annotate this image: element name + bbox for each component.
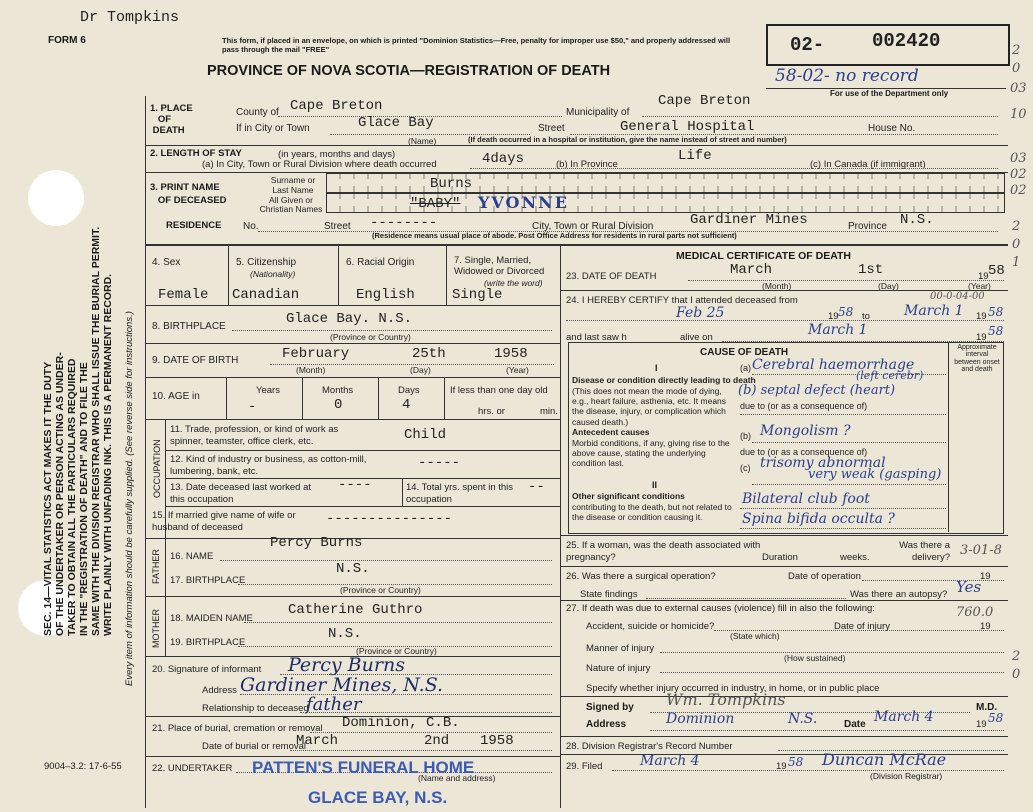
rule-3 (145, 244, 1008, 246)
father-birthplace: N.S. (336, 561, 370, 577)
stay-line (470, 168, 998, 169)
dob-month-sub: (Month) (296, 365, 326, 375)
stay-a: (a) In City, Town or Rural Division where death occurred (202, 159, 437, 170)
stamp-location: GLACE BAY, N.S. (308, 788, 448, 807)
origin-label: 6. Racial Origin (346, 257, 415, 268)
addr-line (240, 694, 552, 695)
name-sub: (Name) (408, 136, 437, 146)
delivery-code: 3-01-8 (960, 543, 1002, 558)
med-rule-3 (560, 566, 1008, 567)
death-day: 1st (858, 262, 884, 278)
given-value: YVONNE (478, 193, 569, 212)
months-label: Months (322, 385, 354, 396)
attend-to: to (862, 311, 870, 322)
dept-note: For use of the Department only (830, 89, 949, 98)
cause-b-line (752, 442, 946, 443)
q26-label: 26. Was there a surgical operation? (566, 571, 716, 582)
a-label: (a) (740, 363, 751, 373)
q20-label: 20. Signature of informant (152, 664, 262, 675)
other-line-1 (740, 508, 946, 509)
stay-label: 2. LENGTH OF STAY (150, 148, 242, 159)
margin-code-10: 1 (1012, 255, 1021, 270)
dob-label: 9. DATE OF BIRTH (152, 355, 239, 366)
rule-7 (145, 419, 560, 420)
street-label: Street (538, 123, 565, 134)
stay-c: (c) In Canada (if immigrant) (810, 159, 926, 170)
informant-address: Gardiner Mines, N.S. (240, 674, 444, 696)
surname-label: Surname or Last Name (270, 175, 316, 195)
other-1: Bilateral club foot (742, 491, 870, 507)
cause-a: Cerebral haemorrhage (752, 357, 915, 373)
father-bp-sub: (Province or Country) (340, 585, 421, 595)
min-label: min. (540, 406, 558, 417)
street-value: General Hospital (620, 119, 755, 135)
side-line-4: IN THE "REGISTRATION OF DEATH" AND TO FILE THE (78, 362, 90, 636)
medical-title: MEDICAL CERTIFICATE OF DEATH (676, 250, 851, 262)
q21-label: 21. Place of burial, cremation or removal (152, 723, 323, 734)
cause-c-line (752, 484, 946, 485)
citizenship-sub: (Nationality) (250, 269, 296, 279)
occ-rule-1 (165, 450, 560, 451)
q27-label: 27. If death was due to external causes (violence) fill in also the following: (566, 603, 875, 614)
q15-label: 15. If married give name of wife or husband of deceased (152, 510, 296, 534)
last-yr19: 19 (976, 332, 987, 343)
age-years: - (248, 399, 257, 415)
other-label: Other significant conditions (572, 491, 685, 501)
age-note: If less than one day old (450, 385, 548, 396)
age-months: 0 (334, 397, 343, 413)
q12-value: ----- (418, 455, 461, 471)
op-date-label: Date of operation (788, 571, 861, 582)
registrar-sub: (Division Registrar) (870, 771, 943, 781)
nature-label: Nature of injury (586, 663, 651, 674)
margin-code-12: 0 (1012, 667, 1021, 682)
how-sub: (How sustained) (784, 653, 846, 663)
sex-value: Female (158, 287, 209, 303)
med-margin-code: 00-0-04-00 (930, 291, 985, 302)
cause-b-note: (b) septal defect (heart) (738, 383, 896, 398)
state-which: (State which) (730, 631, 780, 641)
reg-note: 58-02- no record (775, 66, 919, 86)
alive-on: alive on (680, 332, 713, 343)
q28-label: 28. Division Registrar's Record Number (566, 741, 733, 752)
birthplace-label: 8. BIRTHPLACE (152, 321, 226, 332)
attend-yr19: 19 (828, 311, 839, 322)
mother-birthplace: N.S. (328, 626, 362, 642)
q14-div (402, 478, 403, 506)
mother-name: Catherine Guthro (288, 602, 423, 618)
top-name: Dr Tompkins (80, 9, 180, 26)
due-to-2: due to (or as a consequence of) (740, 447, 868, 457)
dod-line (688, 280, 1004, 281)
mother-name-line (244, 622, 552, 623)
stay-sub: (in years, months and days) (278, 149, 396, 160)
autopsy-answer: Yes (956, 578, 982, 596)
accident-label: Accident, suicide or homicide? (586, 621, 715, 632)
side-line-2: OF THE UNDERTAKER OR PERSON ACTING AS UNDER- (54, 352, 66, 636)
age-div-3 (378, 377, 379, 419)
attend-to-yr: 19 (976, 311, 987, 322)
last-yr58: 58 (988, 324, 1004, 338)
q14-value: -- (528, 479, 545, 495)
other-note: contributing to the death, but not related to the disease or condition causing it. (572, 502, 732, 523)
cause-a2: (left cerebr) (856, 369, 924, 382)
col-div-1 (228, 245, 229, 305)
rule-6 (145, 377, 560, 378)
q15-value: --------------- (326, 511, 453, 527)
signed-label: Signed by (586, 702, 634, 713)
findings-label: State findings (580, 589, 638, 600)
death-year: 58 (988, 263, 1005, 279)
form-number: FORM 6 (48, 35, 86, 46)
burial-month: March (296, 733, 339, 749)
place-label: 1. PLACE OF DEATH (150, 103, 193, 136)
med-address-label: Address (586, 719, 627, 730)
rel-line (300, 712, 552, 713)
q11-label: 11. Trade, profession, or kind of work as spinner, teamster, office clerk, etc. (170, 424, 339, 448)
residence-street: Street (324, 221, 351, 232)
last-saw: and last saw h (566, 332, 627, 343)
burial-year: 1958 (480, 733, 514, 749)
informant-signature: Percy Burns (288, 654, 405, 676)
col-div-2 (338, 245, 339, 305)
birthplace-sub: (Province or Country) (330, 332, 411, 342)
occupation-vertical: OCCUPATION (152, 439, 162, 498)
med-address: Dominion (666, 711, 735, 727)
q12-label: 12. Kind of industry or business, as cotton-mill, lumbering, bank, etc. (170, 454, 367, 478)
rule-4 (145, 305, 560, 306)
q11-value: Child (404, 427, 447, 443)
undertaker-sub: (Name and address) (418, 773, 496, 783)
side-line-7: Every item of information should be carefully supplied. (See reverse side for instructions.) (124, 311, 135, 686)
c-label: (c) (740, 463, 751, 473)
rule-9 (145, 596, 560, 597)
margin-code-5: 03 (1010, 151, 1027, 166)
med-date-yr58: 58 (988, 711, 1004, 725)
age-div-2 (302, 377, 303, 419)
origin-value: English (356, 287, 415, 303)
residence-prov-label: Province (848, 221, 887, 232)
citizenship-value: Canadian (232, 287, 300, 303)
q29-label: 29. Filed (566, 761, 603, 772)
cause-c2: very weak (gasping) (808, 467, 942, 482)
med-address-line (650, 730, 1004, 731)
code-27: 760.0 (956, 605, 994, 620)
form-title: PROVINCE OF NOVA SCOTIA—REGISTRATION OF DEATH (207, 63, 611, 79)
q22-label: 22. UNDERTAKER (152, 763, 233, 774)
side-line-1: SEC. 14—VITAL STATISTICS ACT MAKES IT THE DUTY (42, 361, 54, 636)
med-rule-2 (560, 535, 1008, 536)
burial-date-label: Date of burial or removal (202, 741, 307, 752)
sex-label: 4. Sex (152, 257, 181, 268)
marital-value: Single (452, 287, 503, 303)
q23-label: 23. DATE OF DEATH (566, 271, 657, 282)
city-value: Glace Bay (358, 115, 434, 131)
punch-hole-top (28, 170, 84, 226)
informant-relationship: father (306, 694, 362, 715)
hrs-label: hrs. or (478, 406, 505, 417)
cause-b: Mongolism ? (760, 423, 851, 439)
municipality-label: Municipality of (566, 107, 630, 118)
rule-1 (145, 145, 1008, 146)
residence-city: Gardiner Mines (690, 212, 808, 228)
interval-label: Approximate interval between onset and death (954, 344, 1000, 374)
citizenship-label: 5. Citizenship (236, 257, 297, 268)
birthplace-line (232, 330, 552, 331)
filed-yr19: 19 (776, 761, 787, 772)
given-struck: "BABY" (410, 196, 461, 212)
nature-line (660, 672, 1004, 673)
injury-yr19: 19 (980, 621, 991, 632)
filed-date: March 4 (640, 753, 700, 769)
reg-number: 002420 (872, 30, 941, 52)
death-year-pre: 19 (978, 271, 989, 282)
md-label: M.D. (976, 702, 998, 713)
margin-code-2: 0 (1012, 61, 1021, 76)
q18-label: 18. MAIDEN NAME (170, 613, 253, 624)
op-line (862, 580, 1004, 581)
residence-note: (Residence means usual place of abode. Post Office Address for residents in rural parts not sufficient) (372, 231, 737, 240)
hospital-note: (If death occurred in a hospital or institution, give the name instead of street and number) (468, 135, 787, 144)
mother-bp-sub: (Province or Country) (356, 646, 437, 656)
death-month-sub: (Month) (762, 281, 792, 291)
occ-rule-3 (165, 506, 560, 507)
marital-label: 7. Single, Married, Widowed or Divorced (454, 255, 545, 277)
margin-code-8: 2 (1012, 219, 1021, 234)
print-name-label: 3. PRINT NAME OF DECEASED (150, 182, 227, 207)
duration-label: Duration (762, 552, 798, 563)
dob-month: February (282, 346, 350, 362)
med-address-ns: N.S. (788, 711, 818, 727)
stay-b-value: Life (678, 148, 712, 164)
attend-yr58: 58 (838, 305, 854, 319)
q25-label: 25. If a woman, was the death associated with pregnancy? (566, 540, 761, 564)
b-label: (b) (740, 431, 751, 441)
other-line-2 (740, 528, 946, 529)
days-label: Days (398, 385, 420, 396)
col-div-3 (446, 245, 447, 305)
birthplace-value: Glace Bay. N.S. (286, 311, 413, 327)
dob-year-sub: (Year) (506, 365, 529, 375)
county-value: Cape Breton (290, 98, 383, 114)
q19-label: 19. BIRTHPLACE (170, 637, 246, 648)
city-label: If in City or Town (236, 123, 310, 134)
dob-year: 1958 (494, 346, 528, 362)
registrar-signature: Duncan McRae (822, 750, 947, 769)
death-month: March (730, 262, 773, 278)
dob-day-sub: (Day) (410, 365, 431, 375)
med-date: March 4 (874, 709, 934, 725)
surname-value: Burns (430, 176, 473, 192)
stay-b: (b) In Province (556, 159, 618, 170)
age-div-1 (226, 377, 227, 419)
father-div (165, 538, 166, 596)
stay-a-value: 4days (482, 151, 525, 167)
death-day-sub: (Day) (878, 281, 899, 291)
footer-code: 9004–3.2: 17-6-55 (44, 761, 122, 772)
roman-2: II (652, 480, 658, 490)
margin-code-1: 2 (1012, 43, 1021, 58)
q14-label: 14. Total yrs. spent in this occupation (406, 482, 514, 506)
cause-title: CAUSE OF DEATH (700, 347, 789, 358)
margin-code-4: 10 (1010, 107, 1027, 122)
weeks-label: weeks. (840, 552, 870, 563)
county-label: County of (236, 107, 279, 118)
given-label: All Given or Christian Names (259, 195, 323, 215)
other-2: Spina bifida occulta ? (742, 511, 895, 527)
due-line-1 (740, 414, 946, 415)
side-line-6: WRITE PLAINLY WITH UNFADING INK. THIS IS A PERMANENT RECORD. (102, 273, 114, 636)
burial-date-line (290, 750, 552, 751)
immediate-label: Disease or condition directly leading to death (572, 375, 756, 385)
father-name: Percy Burns (270, 535, 363, 551)
attend-to-yr58: 58 (988, 305, 1004, 319)
rel-label: Relationship to deceased (202, 703, 309, 714)
margin-code-3: 03 (1010, 81, 1027, 96)
municipality-line (642, 116, 998, 117)
addr-label: Address (202, 685, 237, 696)
antecedent-note: Morbid conditions, if any, giving rise to the above cause, stating the underlying condition last. (572, 438, 730, 469)
mail-notice: This form, if placed in an envelope, on which is printed "Dominion Statistics—Free, penalty for improper use $50," and properly addressed will pass through the mail "FREE" (222, 36, 731, 55)
years-label: Years (256, 385, 280, 396)
attend-to-date: March 1 (904, 303, 964, 319)
side-line-5: SAME WITH THE DIVISION REGISTRAR WHO SHALL ISSUE THE BURIAL PERMIT. (90, 226, 102, 636)
specify-label: Specify whether injury occurred in industry, in home, or in public place (586, 683, 880, 694)
cause-c: trisomy abnormal (760, 455, 886, 471)
q17-label: 17. BIRTHPLACE (170, 575, 246, 586)
residence-city-label: City, Town or Rural Division (532, 221, 654, 232)
margin-code-11: 2 (1012, 649, 1021, 664)
autopsy-label: Was there an autopsy? (850, 589, 948, 600)
residence-street-dash: -------- (370, 215, 438, 231)
med-rule-6 (560, 736, 1008, 737)
burial-place: Dominion, C.B. (342, 715, 460, 731)
house-label: House No. (868, 123, 916, 134)
stamp-funeral-home: PATTEN'S FUNERAL HOME (252, 758, 475, 777)
injury-date-label: Date of injury (834, 621, 890, 632)
attend-from: Feb 25 (676, 305, 725, 321)
age-div-4 (444, 377, 445, 419)
left-border (145, 96, 146, 808)
margin-code-7: 02 (1010, 183, 1027, 198)
q24-label: 24. I HEREBY CERTIFY that I attended deceased from (566, 295, 798, 306)
margin-code-6: 02 (1010, 167, 1027, 182)
med-date-label: Date (844, 719, 866, 730)
delivery-label: Was there a delivery? (899, 540, 950, 564)
q13-label: 13. Date deceased last worked at this occupation (170, 482, 312, 506)
marital-sub: (write the word) (484, 278, 543, 288)
municipality-value: Cape Breton (658, 93, 751, 109)
center-divider (560, 245, 561, 808)
rule-5 (145, 343, 560, 344)
filed-yr58: 58 (788, 755, 804, 769)
last-date: March 1 (808, 322, 868, 338)
attend-line (566, 320, 1004, 321)
med-date-yr19: 19 (976, 719, 987, 730)
age-label: 10. AGE in (152, 391, 200, 402)
findings-line (646, 598, 846, 599)
burial-day: 2nd (424, 733, 450, 749)
op-yr19: 19 (980, 571, 991, 582)
reg-prefix: 02- (790, 34, 825, 56)
residence-label: RESIDENCE (166, 220, 222, 231)
q16-label: 16. NAME (170, 551, 214, 562)
margin-code-9: 0 (1012, 237, 1021, 252)
residence-prov: N.S. (900, 212, 934, 228)
antecedent-label: Antecedent causes (572, 427, 650, 437)
father-name-line (220, 560, 552, 561)
dob-day: 25th (412, 346, 446, 362)
death-year-sub: (Year) (968, 281, 991, 291)
signer: Wm. Tompkins (666, 690, 786, 709)
med-rule-4 (560, 600, 1008, 601)
residence-no: No. (243, 221, 259, 232)
roman-1: I (655, 363, 658, 373)
cause-a-line (752, 374, 946, 375)
age-days: 4 (402, 397, 411, 413)
filed-line (612, 770, 1004, 771)
rule-12 (145, 756, 560, 757)
due-to-1: due to (or as a consequence of) (740, 401, 868, 411)
manner-label: Manner of injury (586, 643, 655, 654)
cause-interval-div (948, 342, 949, 532)
father-vertical: FATHER (151, 549, 161, 584)
immediate-note: (This does not mean the mode of dying, e.g., heart failure, asthenia, etc. It means the disease, injury, or complication which caused death.) (572, 386, 727, 427)
mother-vertical: MOTHER (151, 609, 161, 648)
mother-div (165, 596, 166, 656)
q13-value: ---- (338, 477, 372, 493)
side-line-3: TAKER TO OBTAIN ALL THE PARTICULARS REQUIRED (66, 358, 78, 636)
